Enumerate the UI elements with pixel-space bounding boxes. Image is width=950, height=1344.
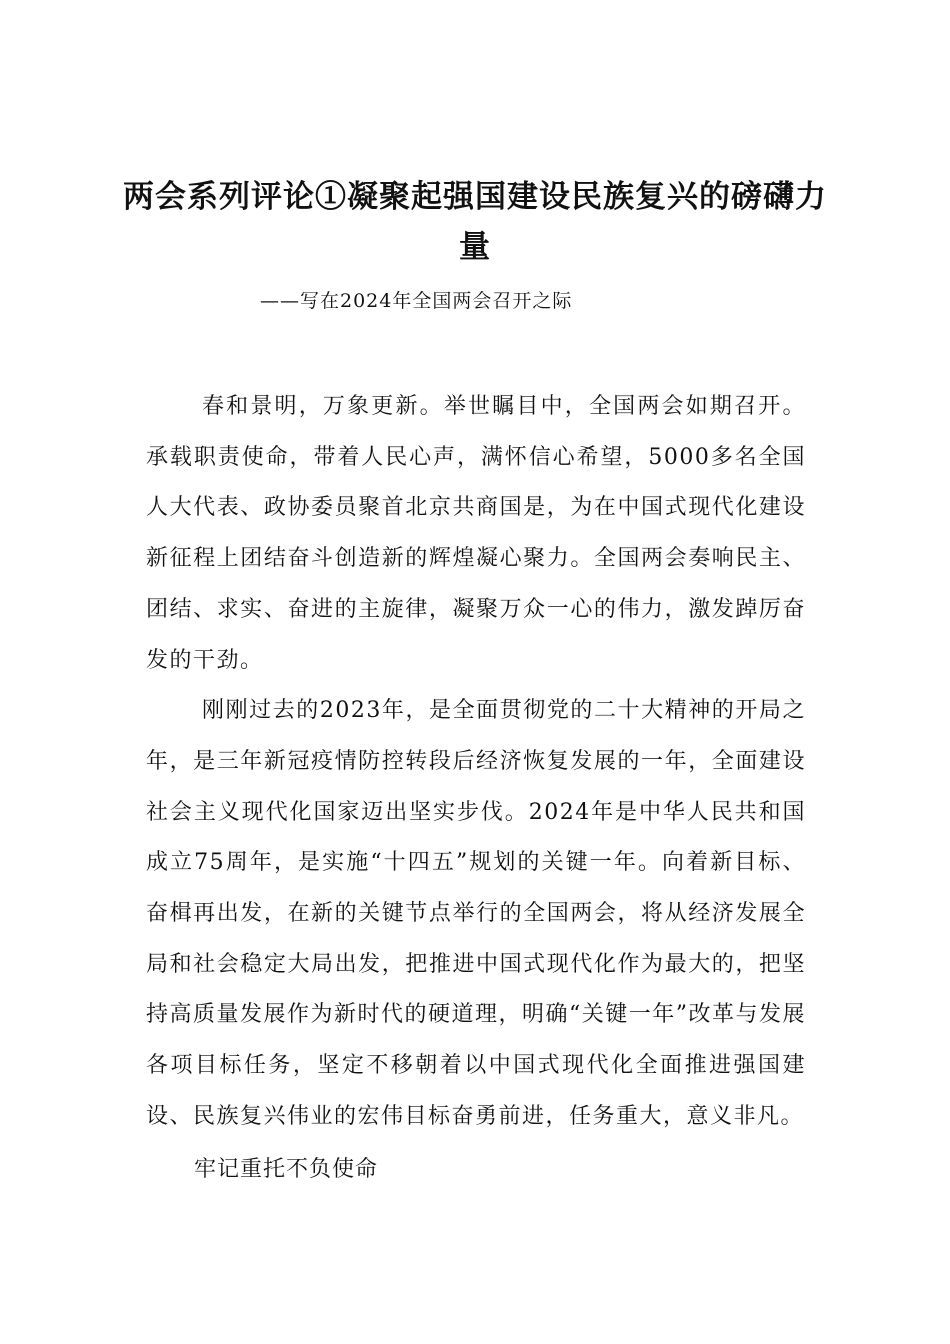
section-heading: 牢记重托不负使命 (194, 1156, 379, 1182)
article-subtitle: ——写在2024年全国两会召开之际 (260, 290, 573, 312)
article-title: 两会系列评论①凝聚起强国建设民族复兴的磅礴力量 (123, 179, 827, 265)
paragraph-1: 春和景明，万象更新。举世瞩目中，全国两会如期召开。承载职责使命，带着人民心声，满怀信心希望，5000多名全国人大代表、政协委员聚首北京共商国是，为在中国式现代化建设新征程上团结奋斗创造新的辉煌凝心聚力。全国两会奏响民主、团结、求实、奋进的主旋律，凝聚万众一心的伟力，激发踔厉奋发的干劲。 (146, 394, 806, 673)
paragraph-2: 刚刚过去的2023年，是全面贯彻党的二十大精神的开局之年，是三年新冠疫情防控转段后经济恢复发展的一年，全面建设社会主义现代化国家迈出坚实步伐。2024年是中华人民共和国成立75周年，是实施“十四五”规划的关键一年。向着新目标、奋楫再出发，在新的关键节点举行的全国两会，将从经济发展全局和社会稳定大局出发，把推进中国式现代化作为最大的，把坚持高质量发展作为新时代的硬道理，明确“关键一年”改革与发展各项目标任务，坚定不移朝着以中国式现代化全面推进强国建设、民族复兴伟业的宏伟目标奋勇前进，任务重大，意义非凡。 (146, 698, 806, 1129)
article-body (146, 382, 806, 1195)
